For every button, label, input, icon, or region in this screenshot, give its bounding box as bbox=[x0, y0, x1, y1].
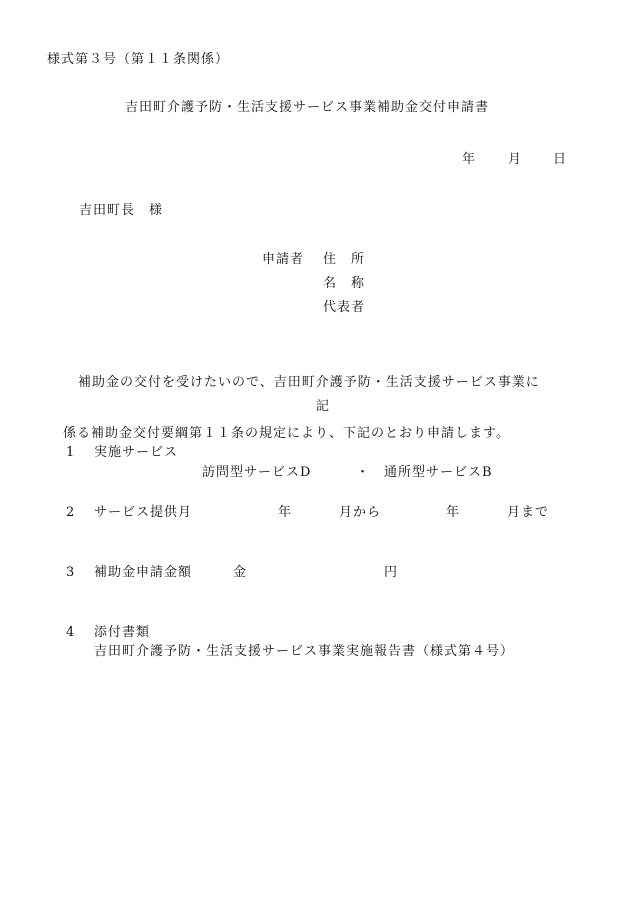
item2-to-year: 年 bbox=[446, 505, 461, 520]
date-year-label: 年 bbox=[462, 152, 477, 167]
item3-label: 補助金申請金額 bbox=[94, 565, 193, 580]
body-paragraph bbox=[63, 343, 540, 458]
item4-label: 添付書類 bbox=[94, 625, 151, 640]
item3-amount-unit: 円 bbox=[384, 565, 399, 580]
item1-number: 1 bbox=[66, 445, 76, 460]
item2-from-month: 月から bbox=[339, 505, 382, 520]
document-title: 吉田町介護予防・生活支援サービス事業補助金交付申請書 bbox=[125, 100, 490, 115]
applicant-name-label: 名 称 bbox=[323, 276, 366, 291]
item2-to-month: 月まで bbox=[507, 505, 550, 520]
item2-from-year: 年 bbox=[278, 505, 293, 520]
form-number: 様式第３号（第１１条関係） bbox=[47, 52, 230, 67]
item1-separator: ・ bbox=[356, 465, 371, 480]
addressee: 吉田町長 様 bbox=[79, 203, 164, 218]
item2-label: サービス提供月 bbox=[94, 505, 193, 520]
item3-number: 3 bbox=[66, 565, 76, 580]
applicant-address-label: 住 所 bbox=[323, 252, 366, 267]
item1-option-b: 通所型サービスB bbox=[384, 465, 493, 480]
item4-number: 4 bbox=[66, 625, 76, 640]
date-day-label: 日 bbox=[553, 152, 568, 167]
item4-attachment: 吉田町介護予防・生活支援サービス事業実施報告書（様式第４号） bbox=[94, 644, 515, 659]
item1-option-a: 訪問型サービスD bbox=[202, 465, 312, 480]
applicant-representative-label: 代表者 bbox=[323, 300, 366, 315]
body-line-1: 補助金の交付を受けたいので、吉田町介護予防・生活支援サービス事業に bbox=[78, 375, 540, 390]
applicant-label: 申請者 bbox=[262, 252, 305, 267]
body-line-2: 係る補助金交付要綱第１１条の規定により、下記のとおり申請します。 bbox=[63, 426, 510, 441]
date-month-label: 月 bbox=[508, 152, 523, 167]
ki-heading: 記 bbox=[316, 399, 331, 414]
item2-number: 2 bbox=[66, 505, 76, 520]
item1-label: 実施サービス bbox=[94, 445, 179, 460]
item3-amount-prefix: 金 bbox=[233, 565, 248, 580]
